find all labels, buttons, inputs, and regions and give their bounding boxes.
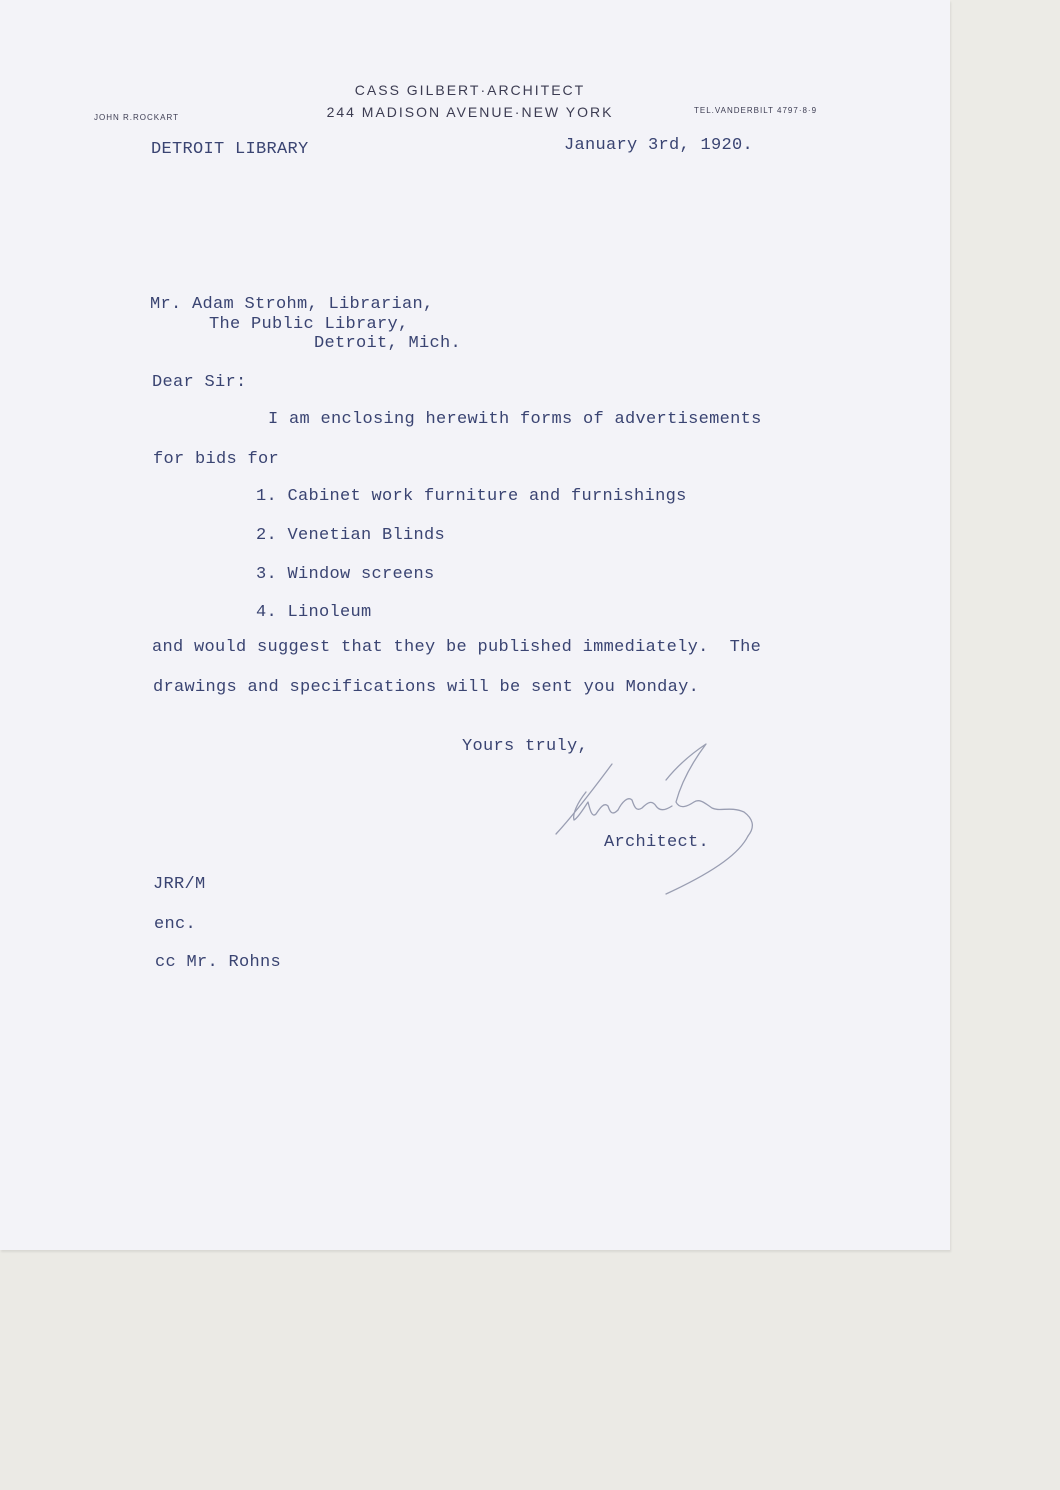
body-line: for bids for [153,450,280,469]
letterhead-address: 244 MADISON AVENUE·NEW YORK [326,104,614,120]
subject-line: DETROIT LIBRARY [151,140,309,159]
signatory-title: Architect. [604,833,710,852]
reference-initials: JRR/M [153,875,206,894]
list-item: 4. Linoleum [256,603,372,622]
list-item: 1. Cabinet work furniture and furnishings [256,487,687,506]
body-line: and would suggest that they be published immediately. The [152,638,762,657]
salutation: Dear Sir: [152,373,247,392]
carbon-copy-note: cc Mr. Rohns [155,953,282,972]
recipient-name: Mr. Adam Strohm, Librarian, [150,295,434,314]
body-line: drawings and specifications will be sent you Monday. [153,678,700,697]
closing: Yours truly, [462,737,589,756]
letterhead-firm: CASS GILBERT·ARCHITECT [354,82,586,98]
list-item: 2. Venetian Blinds [256,526,446,545]
enclosure-note: enc. [154,915,197,934]
letterhead-telephone: TEL.VANDERBILT 4797·8·9 [694,106,818,115]
body-line: I am enclosing herewith forms of advertisements [268,410,762,429]
list-item: 3. Window screens [256,565,435,584]
letterhead-associate: JOHN R.ROCKART [94,113,179,122]
recipient-city: Detroit, Mich. [314,334,462,353]
letter-date: January 3rd, 1920. [564,136,754,155]
signature [548,740,768,900]
recipient-institution: The Public Library, [209,315,409,334]
background-surface [0,1250,1060,1490]
